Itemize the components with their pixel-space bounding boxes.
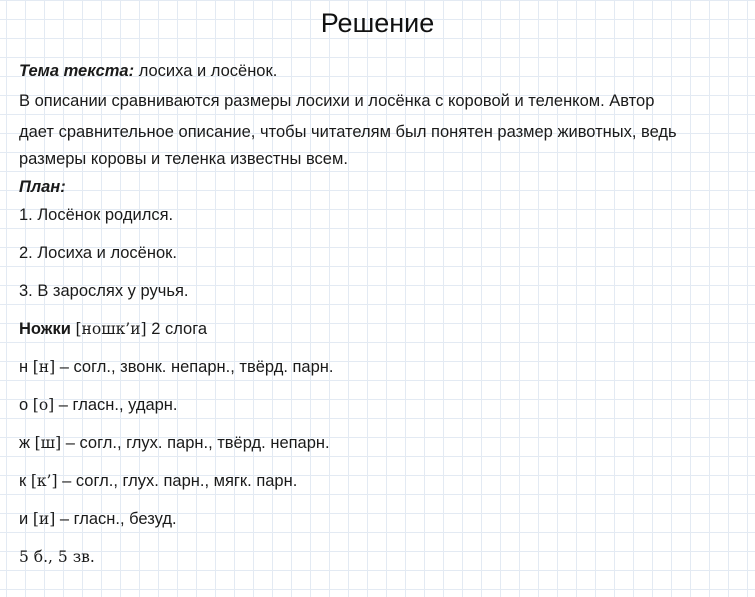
- letter-row: [19, 432, 749, 470]
- analyzed-word: Ножки: [19, 320, 71, 338]
- topic-text: лосиха и лосёнок.: [134, 62, 278, 80]
- letter: о: [19, 396, 33, 414]
- letter: к: [19, 472, 31, 490]
- letter: и: [19, 510, 33, 528]
- plan-item-3: 3. В зарослях у ручья.: [19, 282, 189, 300]
- topic-label: Тема текста:: [19, 62, 135, 80]
- plan-item-1: 1. Лосёнок родился.: [19, 206, 174, 224]
- paragraph-line-3: размеры коровы и теленка известны всем.: [19, 150, 348, 168]
- sound: [ш]: [34, 434, 62, 452]
- letter: ж: [19, 434, 35, 452]
- letter-row: [19, 356, 749, 394]
- letter-row: [19, 508, 749, 546]
- sound-description: – гласн., ударн.: [54, 396, 178, 414]
- page-title: Решение: [320, 8, 435, 38]
- solution-content: [19, 60, 749, 584]
- sound: [н]: [32, 358, 56, 376]
- sound: [к’]: [30, 472, 58, 490]
- sound-description: – согл., звонк. непарн., твёрд. парн.: [55, 358, 334, 376]
- plan-item-2: 2. Лосиха и лосёнок.: [19, 244, 177, 262]
- plan-label: План:: [19, 178, 66, 196]
- sound-description: – согл., глух. парн., твёрд. непарн.: [61, 434, 330, 452]
- paragraph-line-1: В описании сравниваются размеры лосихи и лосёнка с коровой и теленком. Автор: [19, 92, 655, 110]
- sound: [о]: [32, 396, 55, 414]
- sound: [и]: [32, 510, 56, 528]
- word-transcription: [нoшк’и]: [75, 320, 147, 338]
- sound-description: – согл., глух. парн., мягк. парн.: [57, 472, 298, 490]
- topic-line: [19, 60, 749, 86]
- word-analysis-header: [19, 318, 749, 356]
- letter: н: [19, 358, 33, 376]
- letter-row: [19, 394, 749, 432]
- paragraph-line-2: дает сравнительное описание, чтобы читателям был понятен размер животных, ведь: [19, 123, 677, 141]
- letter-row: [19, 470, 749, 508]
- letters-sounds-summary: 5 б., 5 зв.: [19, 548, 95, 566]
- syllable-count: 2 слога: [146, 320, 208, 338]
- sound-description: – гласн., безуд.: [55, 510, 177, 528]
